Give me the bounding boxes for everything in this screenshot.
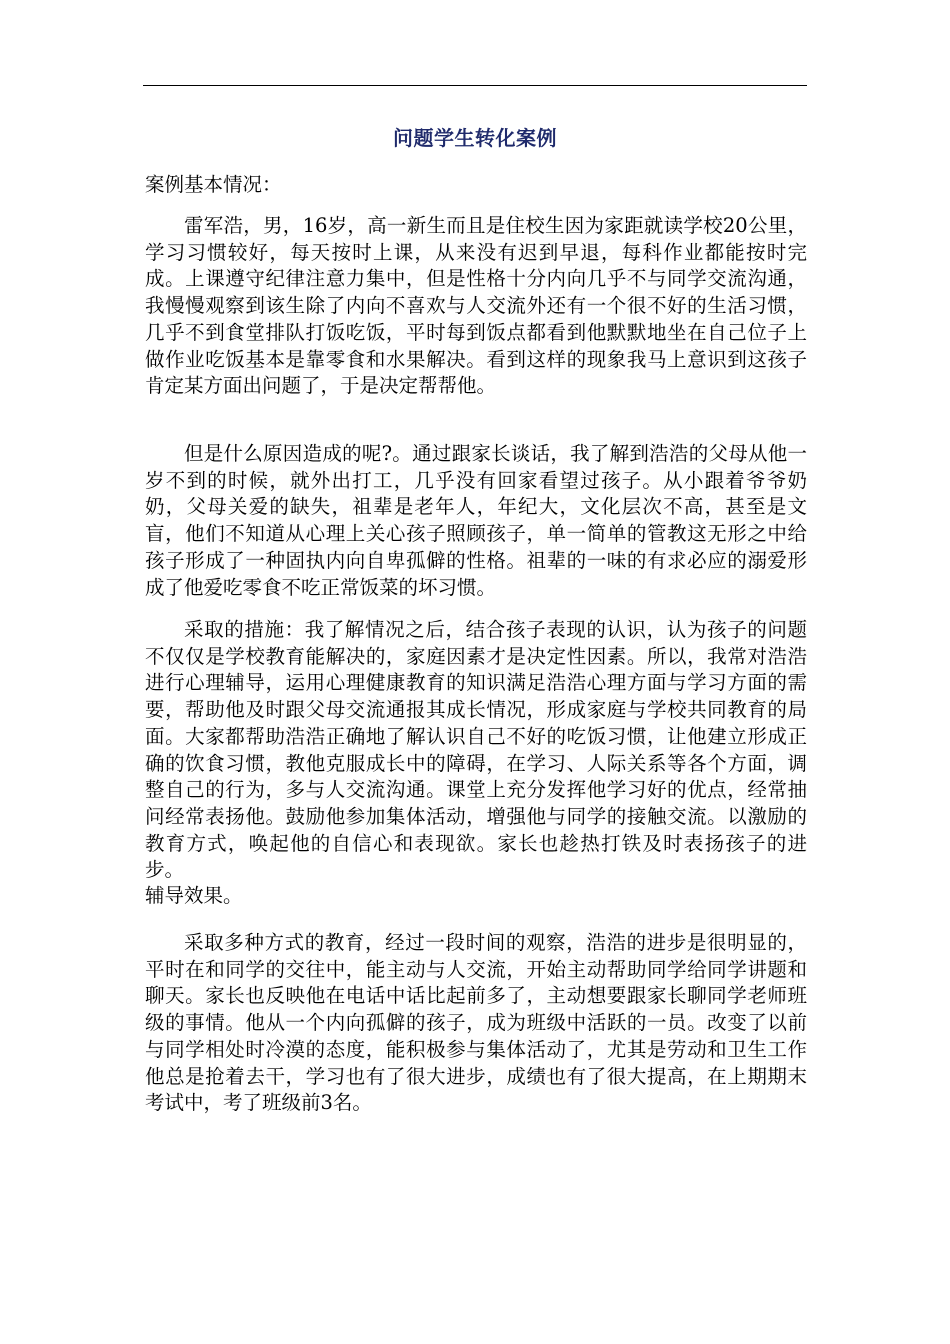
paragraph-measures: 采取的措施：我了解情况之后，结合孩子表现的认识，认为孩子的问题不仅仅是学校教育能解决的，家庭因素才是决定性因素。所以，我常对浩浩进行心理辅导，运用心理健康教育的知识满足浩浩心理方面与学习方面的需要，帮助他及时跟父母交流通报其成长情况，形成家庭与学校共同教育的局面。大家都帮助浩浩正确地了解认识自己不好的吃饭习惯，让他建立形成正确的饮食习惯，教他克服成长中的障碍，在学习、人际关系等各个方面，调整自己的行为，多与人交流沟通。课堂上充分发挥他学习好的优点，经常抽问经常表扬他。鼓励他参加集体活动，增强他与同学的接触交流。以激励的教育方式，唤起他的自信心和表现欲。家长也趁热打铁及时表扬孩子的进步。: [145, 618, 807, 882]
header-rule: [143, 85, 807, 86]
section-heading-effect: 辅导效果。: [145, 884, 243, 907]
paragraph-cause: 但是什么原因造成的呢?。通过跟家长谈话，我了解到浩浩的父母从他一岁不到的时候，就外出打工，几乎没有回家看望过孩子。从小跟着爷爷奶奶，父母关爱的缺失，祖辈是老年人，年纪大，文化层次不高，甚至是文盲，他们不知道从心理上关心孩子照顾孩子，单一简单的管教这无形之中给孩子形成了一种固执内向自卑孤僻的性格。祖辈的一味的有求必应的溺爱形成了他爱吃零食不吃正常饭菜的坏习惯。: [145, 442, 807, 599]
document-title: 问题学生转化案例: [393, 126, 557, 150]
paragraph-effect: 采取多种方式的教育，经过一段时间的观察，浩浩的进步是很明显的，平时在和同学的交往中，能主动与人交流，开始主动帮助同学给同学讲题和聊天。家长也反映他在电话中话比起前多了，主动想要跟家长聊同学老师班级的事情。他从一个内向孤僻的孩子，成为班级中活跃的一员。改变了以前与同学相处时冷漠的态度，能积极参与集体活动了，尤其是劳动和卫生工作他总是抢着去干，学习也有了很大进步，成绩也有了很大提高，在上期期末考试中，考了班级前3名。: [145, 931, 807, 1115]
paragraph-background: 雷军浩，男，16岁，高一新生而且是住校生因为家距就读学校20公里，学习习惯较好，每天按时上课，从来没有迟到早退，每科作业都能按时完成。上课遵守纪律注意力集中，但是性格十分内向几乎不与同学交流沟通，我慢慢观察到该生除了内向不喜欢与人交流外还有一个很不好的生活习惯，几乎不到食堂排队打饭吃饭，平时每到饭点都看到他默默地坐在自己位子上做作业吃饭基本是靠零食和水果解决。看到这样的现象我马上意识到这孩子肯定某方面出问题了，于是决定帮帮他。: [145, 214, 807, 398]
section-heading-basic: 案例基本情况：: [145, 173, 282, 196]
